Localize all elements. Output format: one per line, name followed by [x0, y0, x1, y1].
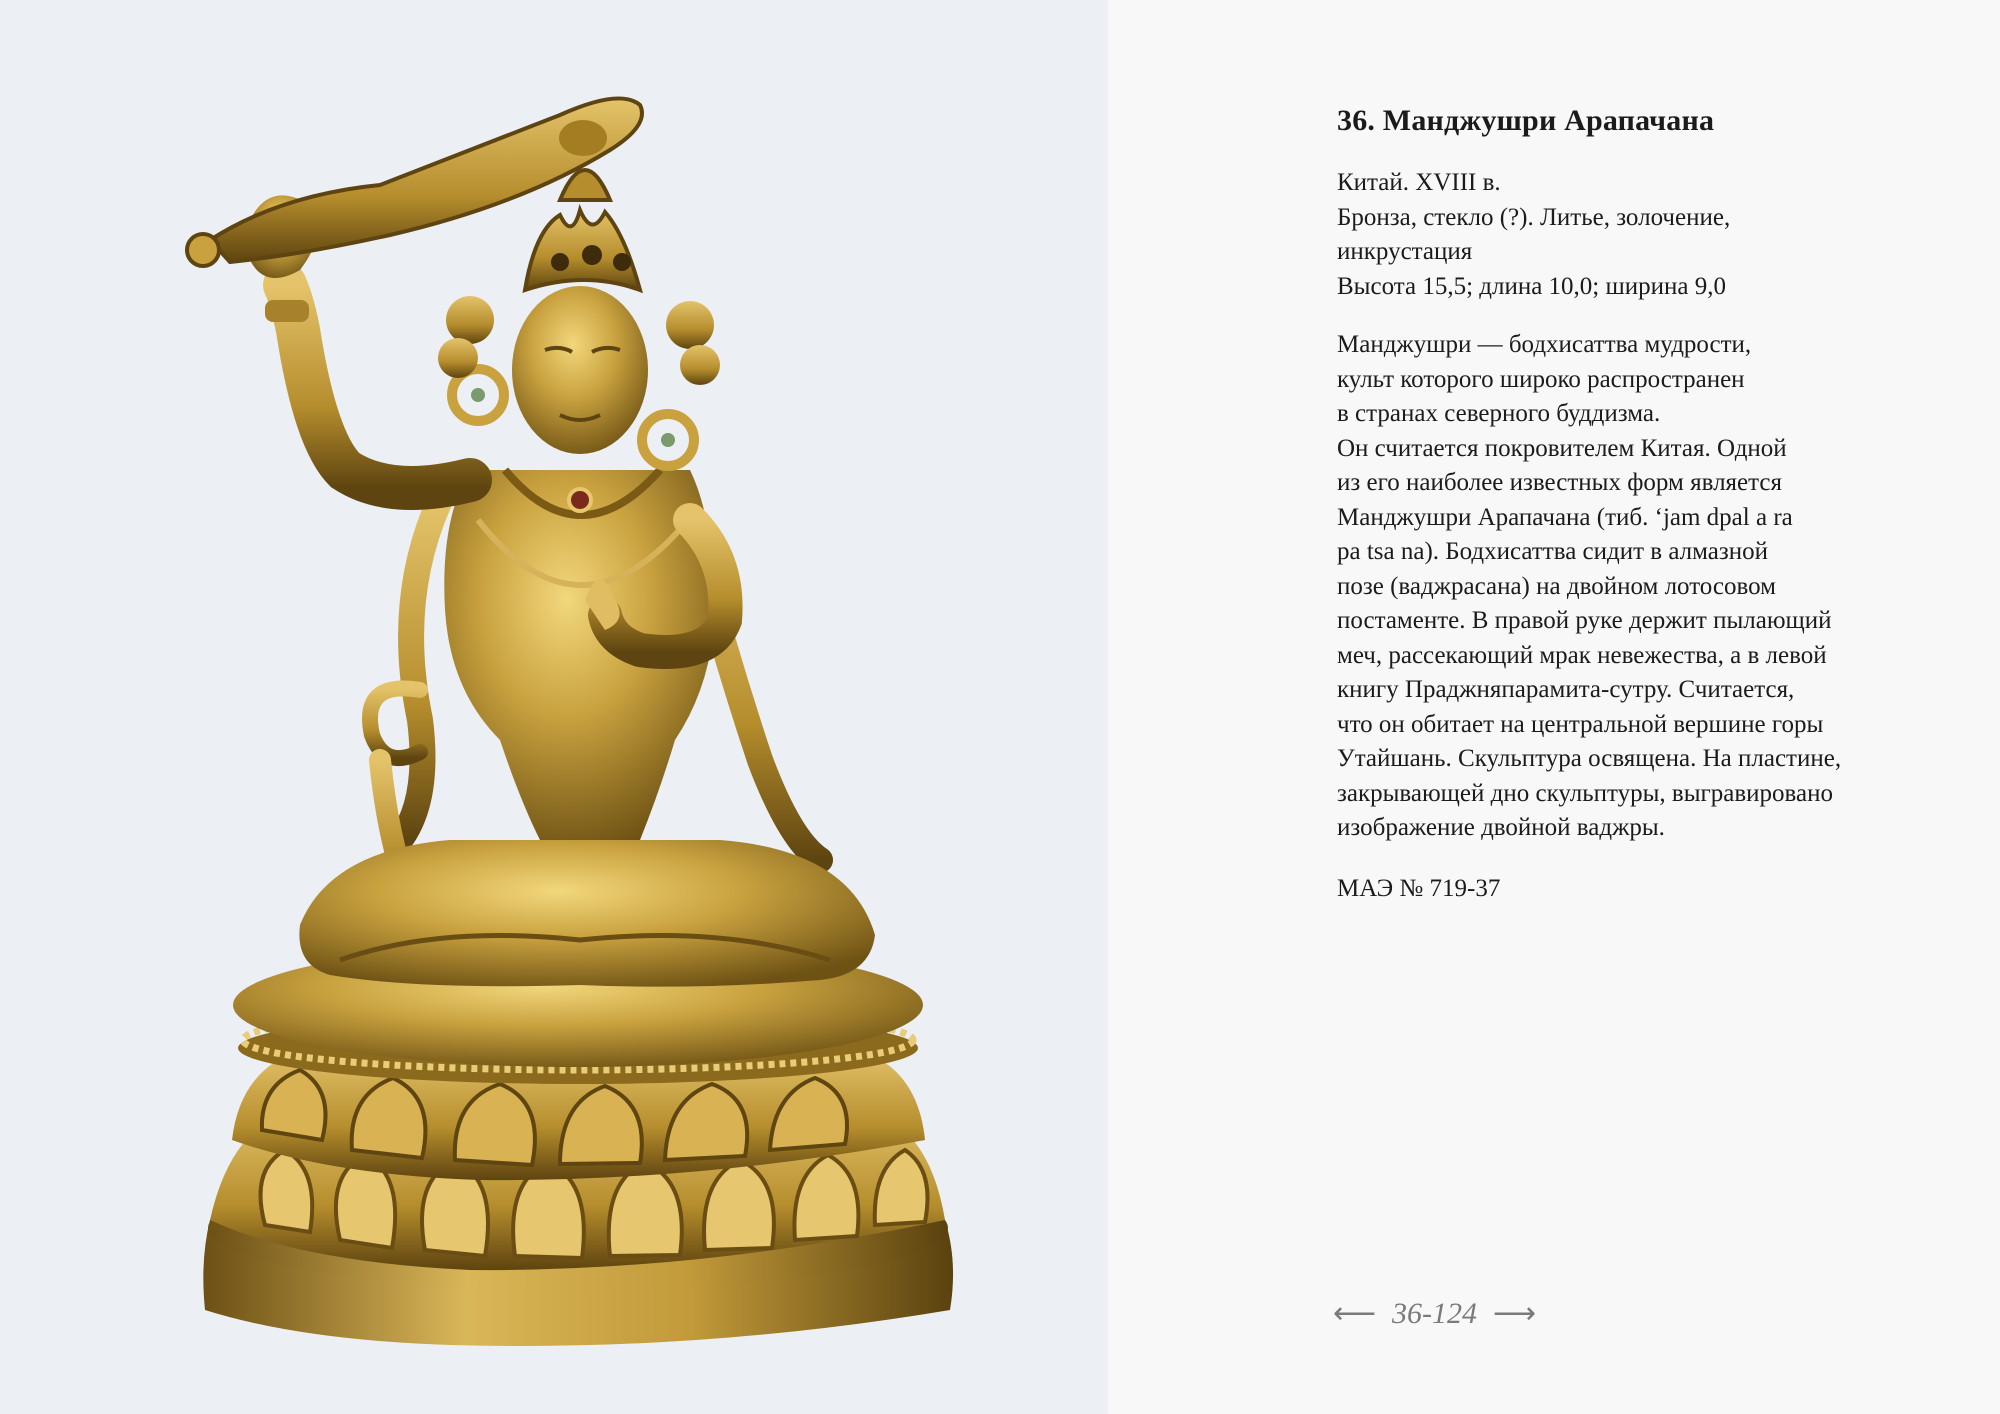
page-navigator: [1333, 1297, 1536, 1331]
description-line: закрывающей дно скульптуры, выгравировано: [1337, 779, 1834, 807]
description-line: Он считается покровителем Китая. Одной: [1337, 434, 1787, 462]
lotus-pedestal: [203, 943, 953, 1346]
description-line: меч, рассекающий мрак невежества, а в левой: [1337, 641, 1827, 669]
description-line: Манджушри Арапачана (тиб. ‘jam dpal a ra: [1337, 503, 1793, 531]
entry-title: 36. Манджушри Арапачана: [1337, 104, 1715, 137]
catalog-entry: [1337, 104, 1957, 906]
inventory-number: МАЭ № 719-37: [1337, 874, 1501, 902]
entry-description: [1337, 328, 1957, 846]
deity-figure: [187, 98, 875, 986]
description-line: pa tsa na). Бодхисаттва сидит в алмазной: [1337, 538, 1769, 565]
material-line-2: инкрустация: [1337, 238, 1473, 265]
arrow-left-icon[interactable]: ⟵: [1333, 1296, 1377, 1331]
page-number: 36-124: [1392, 1297, 1478, 1330]
description-line: из его наиболее известных форм является: [1337, 469, 1782, 496]
dimensions: Высота 15,5; длина 10,0; ширина 9,0: [1337, 272, 1726, 300]
description-line: что он обитает на центральной вершине горы: [1337, 710, 1824, 738]
description-line: постаменте. В правой руке держит пылающий: [1337, 607, 1832, 634]
entry-meta: [1337, 166, 1957, 304]
description-line: Утайшань. Скульптура освящена. На пластине,: [1337, 745, 1842, 772]
description-line: Манджушри — бодхисаттва мудрости,: [1337, 331, 1752, 358]
description-line: в странах северного буддизма.: [1337, 400, 1661, 427]
description-line: книгу Праджняпарамита-сутру. Считается,: [1337, 676, 1795, 703]
arrow-right-icon[interactable]: ⟶: [1493, 1296, 1537, 1331]
description-line: позе (ваджрасана) на двойном лотосовом: [1337, 572, 1777, 600]
text-page: [1108, 0, 2000, 1414]
description-line: изображение двойной ваджры.: [1337, 814, 1665, 841]
material-line-1: Бронза, стекло (?). Литье, золочение,: [1337, 203, 1731, 231]
description-line: культ которого широко распространен: [1337, 365, 1745, 393]
origin-date: Китай. XVIII в.: [1337, 169, 1501, 196]
